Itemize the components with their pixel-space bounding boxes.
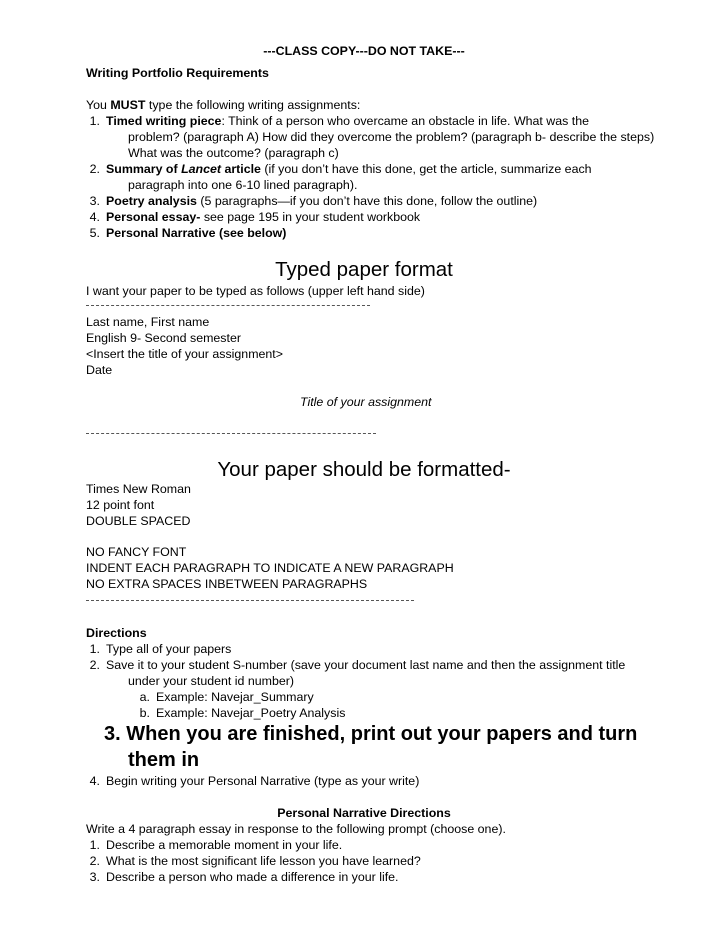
narrative-prompt-3: 3. Describe a person who made a difference in your life. xyxy=(89,870,399,884)
format-rule-font: Times New Roman xyxy=(86,482,191,496)
assignment-item-1-cont2: What was the outcome? (paragraph c) xyxy=(128,146,339,160)
assignment-item-4: 4. Personal essay- see page 195 in your student workbook xyxy=(89,210,421,224)
format-rule-spacing: DOUBLE SPACED xyxy=(86,514,191,528)
assignment-item-2: 2. Summary of Lancet article (if you don’t have this done, get the article, summarize each xyxy=(89,162,592,176)
page-title: Writing Portfolio Requirements xyxy=(86,66,269,80)
direction-step-1: 1. Type all of your papers xyxy=(89,642,232,656)
direction-step-2-cont: under your student id number) xyxy=(128,674,294,688)
assignment-item-3: 3. Poetry analysis (5 paragraphs—if you don’t have this done, follow the outline) xyxy=(89,194,538,208)
narrative-title: Personal Narrative Directions xyxy=(277,806,451,820)
assignment-item-1: 1. Timed writing piece: Think of a person who overcame an obstacle in life. What was the xyxy=(89,114,590,128)
divider xyxy=(86,305,370,306)
divider xyxy=(86,433,376,434)
narrative-prompt-2: 2. What is the most significant life lesson you have learned? xyxy=(89,854,421,868)
directions-title: Directions xyxy=(86,626,147,640)
narrative-intro: Write a 4 paragraph essay in response to the following prompt (choose one). xyxy=(86,822,506,836)
title-example: Title of your assignment xyxy=(300,395,432,409)
class-copy-banner: ---CLASS COPY---DO NOT TAKE--- xyxy=(263,44,465,58)
format-caps-3: NO EXTRA SPACES INBETWEEN PARAGRAPHS xyxy=(86,577,368,591)
example-a: a. Example: Navejar_Summary xyxy=(139,690,314,704)
assignment-item-5: 5. Personal Narrative (see below) xyxy=(89,226,287,240)
format-line-name: Last name, First name xyxy=(86,315,210,329)
format-rule-size: 12 point font xyxy=(86,498,155,512)
direction-step-2: 2. Save it to your student S-number (save your document last name and then the assignment title xyxy=(89,658,626,672)
divider xyxy=(86,600,414,601)
typed-format-heading: Typed paper format xyxy=(275,258,453,281)
formatted-heading: Your paper should be formatted- xyxy=(217,458,511,481)
format-caps-1: NO FANCY FONT xyxy=(86,545,187,559)
narrative-prompt-1: 1. Describe a memorable moment in your life. xyxy=(89,838,343,852)
format-caps-2: INDENT EACH PARAGRAPH TO INDICATE A NEW PARAGRAPH xyxy=(86,561,454,575)
must-emphasis: MUST xyxy=(110,98,146,112)
format-line-title: <Insert the title of your assignment> xyxy=(86,347,283,361)
direction-step-3: 3. When you are finished, print out your papers and turn xyxy=(104,723,638,745)
format-line-course: English 9- Second semester xyxy=(86,331,241,345)
direction-step-3-cont: them in xyxy=(128,749,200,771)
format-instruction: I want your paper to be typed as follows (upper left hand side) xyxy=(86,284,425,298)
intro-line: You MUST type the following writing assignments: xyxy=(86,98,361,112)
assignment-item-2-cont: paragraph into one 6-10 lined paragraph). xyxy=(128,178,358,192)
direction-step-4: 4. Begin writing your Personal Narrative (type as your write) xyxy=(89,774,420,788)
format-line-date: Date xyxy=(86,363,113,377)
assignment-item-1-cont: problem? (paragraph A) How did they overcome the problem? (paragraph b- describe the steps) xyxy=(128,130,655,144)
example-b: b. Example: Navejar_Poetry Analysis xyxy=(139,706,346,720)
